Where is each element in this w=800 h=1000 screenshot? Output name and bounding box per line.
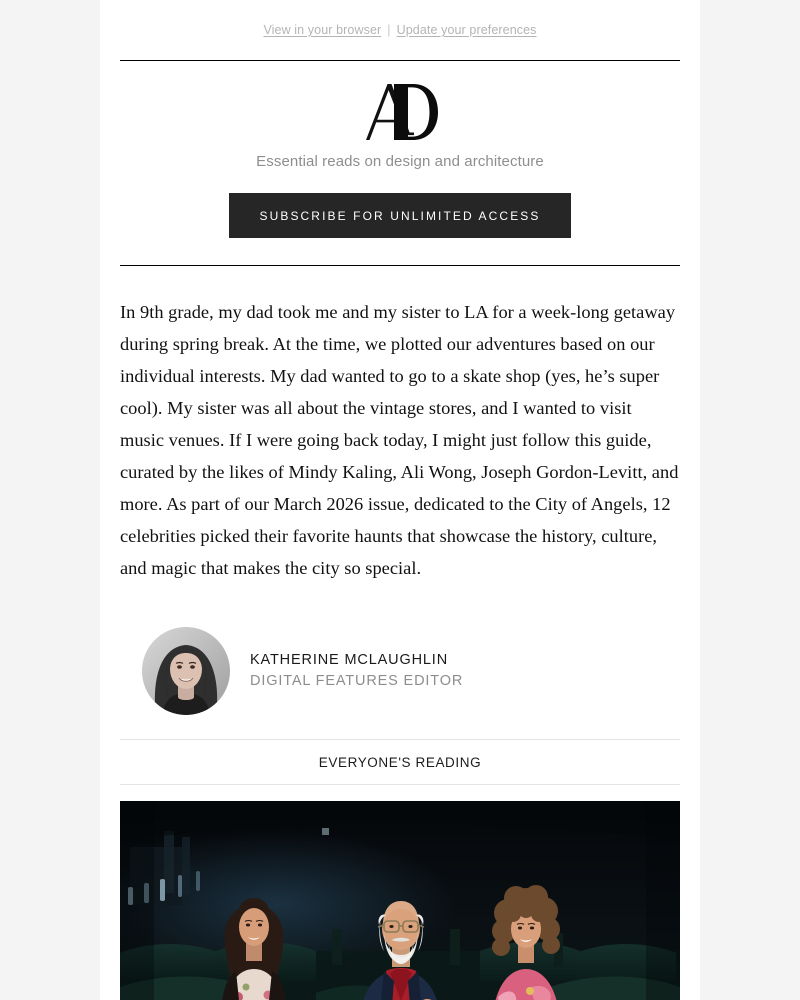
preheader-separator: | — [387, 23, 391, 37]
architectural-digest-logo[interactable] — [350, 81, 450, 143]
email-card — [100, 0, 700, 1000]
three-people-in-theater-with-popcorn — [120, 801, 680, 1000]
section-heading: EVERYONE'S READING — [318, 754, 482, 770]
author-portrait — [142, 627, 230, 715]
preheader — [100, 0, 700, 60]
author-byline — [120, 584, 680, 739]
update-preferences-link[interactable]: Update your preferences — [396, 23, 537, 37]
subscribe-wrap — [100, 193, 700, 265]
hero-image[interactable] — [120, 801, 680, 1000]
author-name: KATHERINE MCLAUGHLIN — [250, 651, 449, 668]
letter-paragraph: In 9th grade, my dad took me and my sister to LA for a week-long getaway during spring break. At the time, we plotted our adventures based on our individual interests. My dad wanted to go to a skate shop (yes, he’s super cool). My sister was all about the vintage stores, and I wanted to visit music venues. If I were going back today, I might just follow this guide, curated by the likes of Mindy Kaling, Ali Wong, Joseph Gordon-Levitt, and more. As part of our March 2026 issue, dedicated to the City of Angels, 12 celebrities picked their favorite haunts that showcase the history, culture, and magic that makes the city so special. — [120, 302, 679, 578]
divider-below-section — [120, 784, 680, 785]
subscribe-button[interactable]: SUBSCRIBE FOR UNLIMITED ACCESS — [229, 193, 570, 238]
byline-text — [250, 651, 463, 691]
view-in-browser-link[interactable]: View in your browser — [263, 23, 382, 37]
masthead — [100, 61, 700, 265]
author-role: DIGITAL FEATURES EDITOR — [250, 673, 464, 689]
author-avatar — [142, 627, 230, 715]
tagline: Essential reads on design and architecture — [256, 153, 544, 170]
